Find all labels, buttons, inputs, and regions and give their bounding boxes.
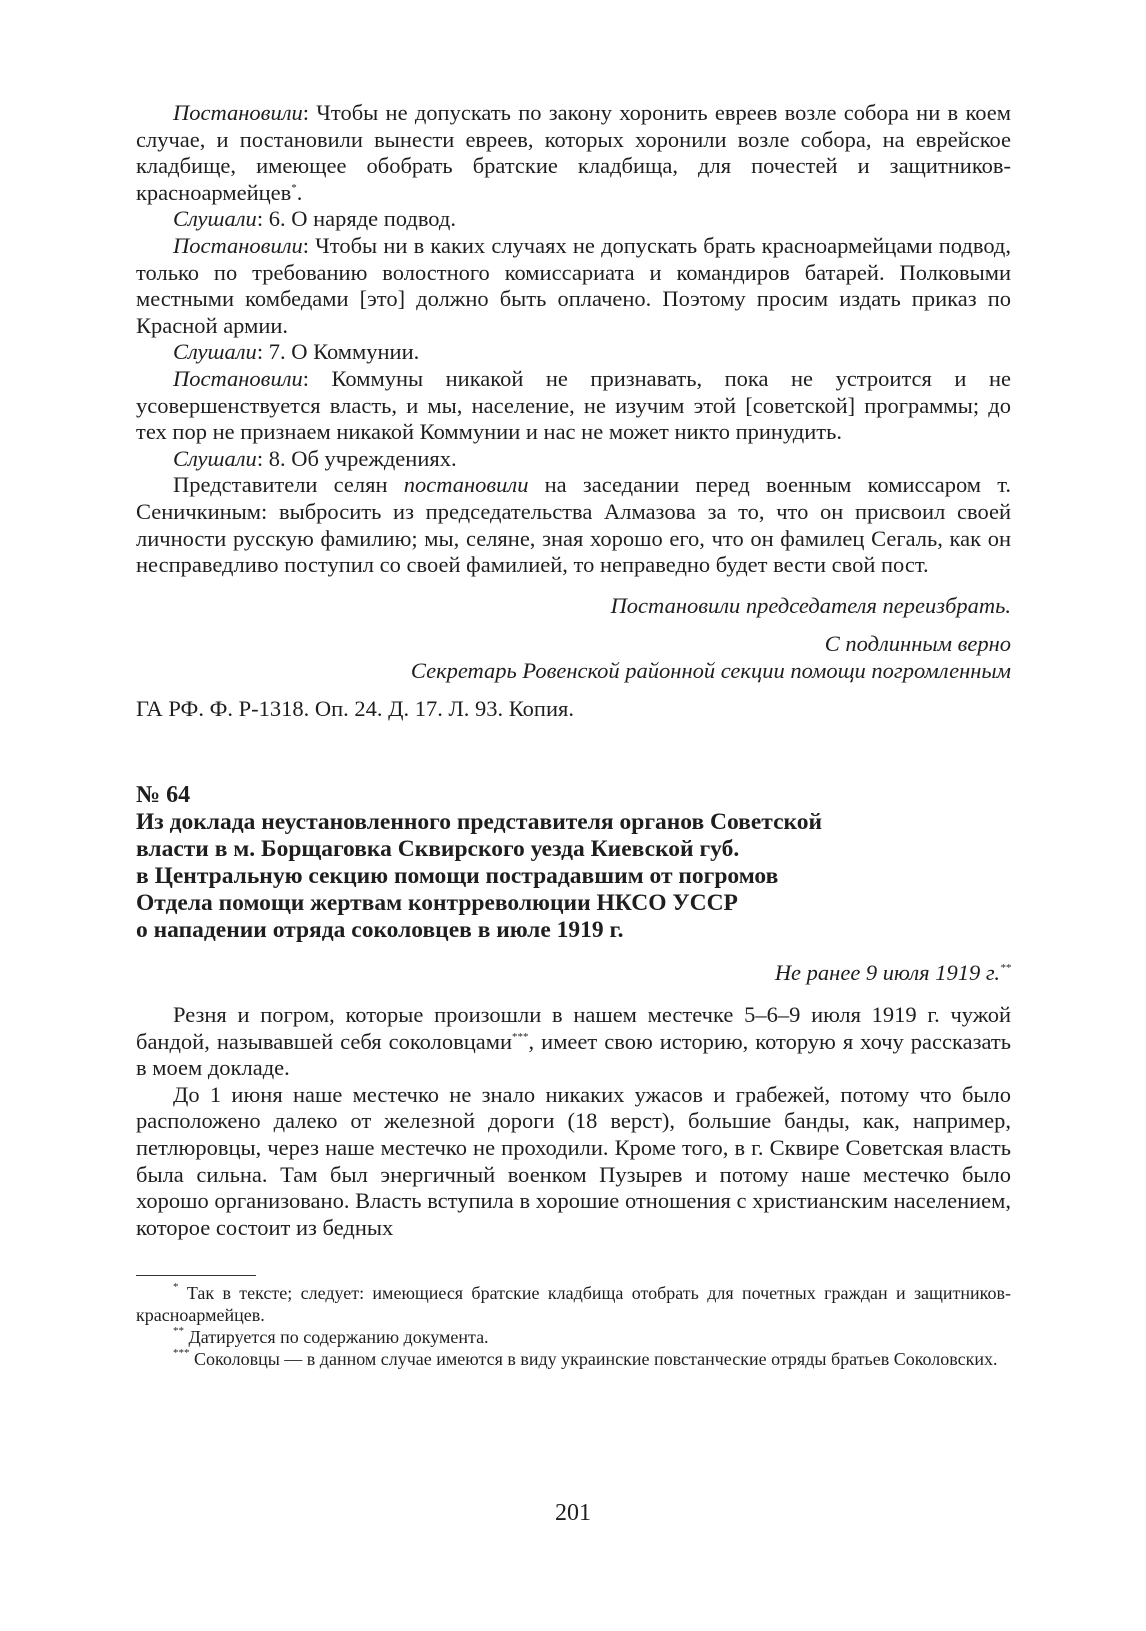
paragraph-villagers-decision: Представители селян постановили на заседании перед военным комиссаром т. Сеничкиным: выбросить из председательства Алмазова за то, что он присвоил своей личности русскую фамилию; мы, селяне, зная хорошо его, что он фамилец Сегаль, как он несправедливо поступил со своей фамилией, то неправедно будет вести свой пост. — [136, 472, 1011, 578]
paragraph-resolution-1: Постановили: Чтобы не допускать по закону хоронить евреев возле собора ни в коем случае, и постановили вынести евреев, которых хоронили возле собора, на еврейское кладбище, имеющее обобрать братские кладбища, для почестей и защитников-красноармейцев*. — [136, 100, 1011, 205]
paragraph-resolution-6: Постановили: Чтобы ни в каких случаях не допускать брать красноармейцами подвод, только по требованию волостного комиссариата и командиров батарей. Полковыми местными комбедами [это] должно быть оплачено. Поэтому просим издать приказ по Красной армии. — [136, 232, 1011, 338]
body-paragraph-2: До 1 июня наше местечко не знало никаких ужасов и грабежей, потому что было расположено далеко от железной дороги (18 верст), большие банды, как, например, петлюровцы, через наше местечко не проходили. Кроме того, в г. Сквире Советская власть была сильна. Там был энергичный военком Пузырев и потому наше местечко было хорошо организовано. Власть вступила в хорошие отношения с христианским населением, которое состоит из бедных — [136, 1081, 1011, 1240]
paragraph-heard-8: Слушали: 8. Об учреждениях. — [173, 445, 457, 471]
document-number: № 64 — [136, 782, 191, 809]
page-number: 201 — [555, 1500, 591, 1526]
body-paragraph-1: Резня и погром, которые произошли в нашем местечке 5–6–9 июля 1919 г. чужой бандой, называвшей себя соколовцами***, имеет свою историю, которую я хочу рассказать в моем докладе. — [136, 1002, 1011, 1081]
label-resolved: Постановили — [173, 365, 303, 391]
label-resolved: Постановили — [173, 100, 303, 125]
label-heard: Слушали — [173, 206, 257, 232]
certification-line: С подлинным верно — [824, 631, 1011, 657]
signatory-line: Секретарь Ровенской районной секции помощи погромленным — [410, 657, 1011, 683]
archive-reference: ГА РФ. Ф. Р-1318. Оп. 24. Д. 17. Л. 93. Копия. — [136, 696, 574, 722]
document-date: Не ранее 9 июля 1919 г.** — [774, 960, 1011, 986]
page-body — [136, 100, 1011, 1370]
footnote-ref[interactable]: *** — [512, 1030, 529, 1043]
footnote-ref[interactable]: * — [291, 181, 297, 194]
paragraph-heard-6: Слушали: 6. О наряде подвод. — [173, 206, 456, 232]
footnote-2: ** Датируется по содержанию документа. — [173, 1325, 489, 1348]
label-heard: Слушали — [173, 339, 257, 365]
label-heard: Слушали — [173, 445, 257, 471]
footnote-3: *** Соколовцы — в данном случае имеются в виду украинские повстанческие отряды братьев Соколовских. — [173, 1347, 998, 1370]
footnote-ref[interactable]: ** — [1000, 962, 1011, 975]
resolution-line: Постановили председателя переизбрать. — [610, 592, 1011, 618]
paragraph-resolution-7: Постановили: Коммуны никакой не признавать, пока не устроится и не усовершенствуется власть, и мы, население, не изучим этой [советской] программы; до тех пор не признаем никакой Коммунии и нас не может никто принудить. — [136, 365, 1011, 445]
label-resolved: Постановили — [173, 232, 303, 258]
document-title: Из доклада неустановленного представителя органов Советской власти в м. Борщаговка Сквирского уезда Киевской губ. в Центральную секцию помощи пострадавшим от погромов Отдела помощи жертвам контрреволюции НКСО УССР о нападении отряда соколовцев в июле 1919 г. — [136, 809, 823, 944]
paragraph-heard-7: Слушали: 7. О Коммунии. — [173, 339, 420, 365]
footnote-1: * Так в тексте; следует: имеющиеся братские кладбища отобрать для почетных граждан и защитников-красноармейцев. — [136, 1281, 1011, 1326]
